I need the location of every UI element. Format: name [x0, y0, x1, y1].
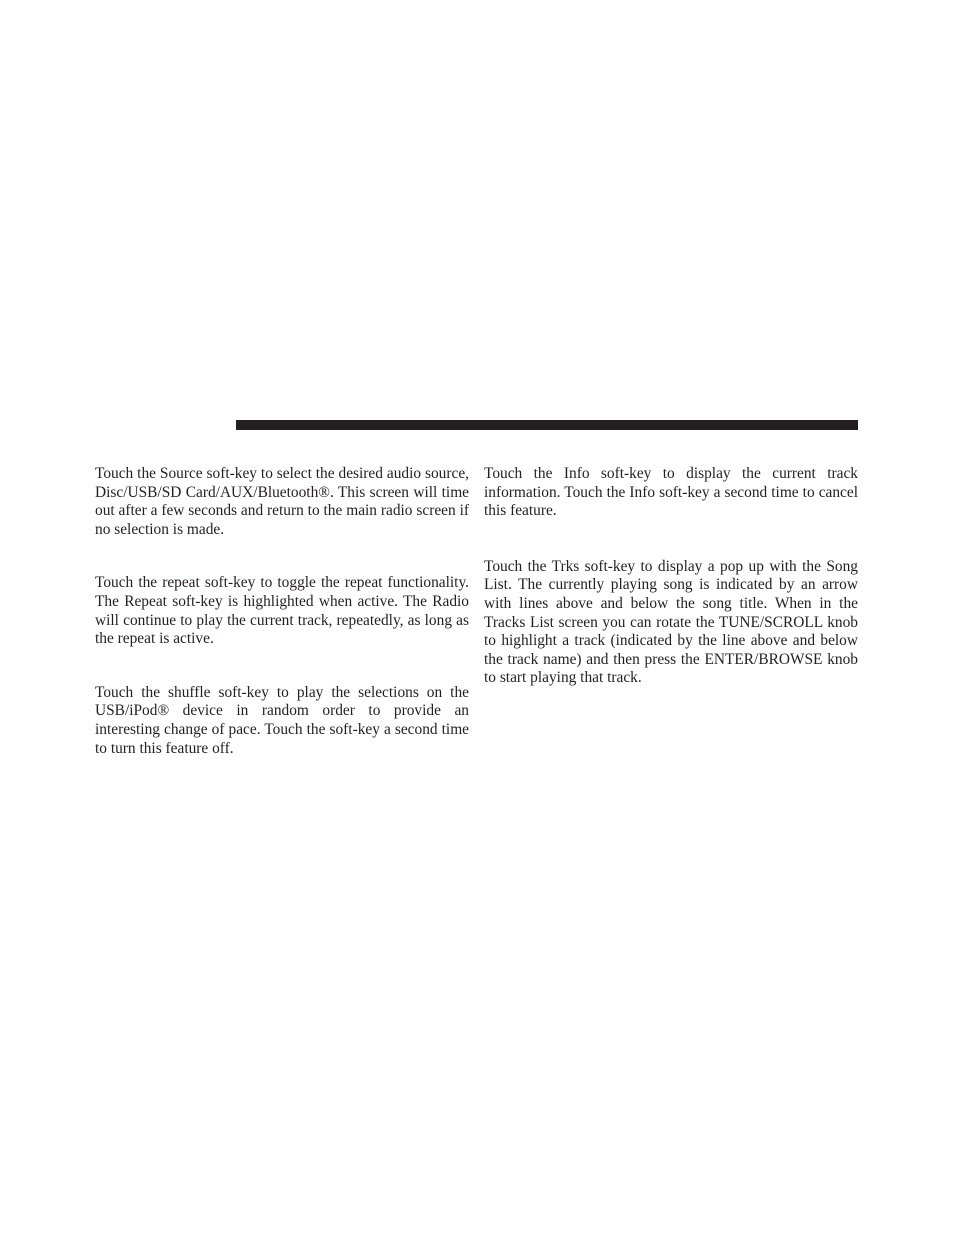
header-rule	[236, 420, 858, 430]
right-column	[484, 465, 858, 688]
section-gap	[95, 649, 469, 684]
section-gap	[484, 521, 858, 558]
source-softkey-paragraph: Touch the Source soft-key to select the desired audio source, Disc/USB/SD Card/AUX/Bluetooth®. This screen will time out after a few seconds and return to the main radio screen if no selection is made.	[95, 465, 469, 538]
info-softkey-paragraph: Touch the Info soft-key to display the current track information. Touch the Info soft-key a second time to cancel this feature.	[484, 465, 858, 520]
trks-softkey-paragraph: Touch the Trks soft-key to display a pop up with the Song List. The currently playing song is indicated by an arrow with lines above and below the song title. When in the Tracks List screen you can rotate the TUNE/SCROLL knob to highlight a track (indicated by the line above and below the track name) and then press the ENTER/BROWSE knob to start playing that track.	[484, 557, 858, 687]
left-column	[95, 465, 469, 758]
repeat-softkey-paragraph: Touch the repeat soft-key to toggle the repeat functionality. The Repeat soft-key is highlighted when active. The Radio will continue to play the current track, repeatedly, as long as the repeat is active.	[95, 574, 469, 648]
shuffle-softkey-paragraph: Touch the shuffle soft-key to play the selections on the USB/iPod® device in random order to provide an interesting change of pace. Touch the soft-key a second time to turn this feature off.	[95, 683, 469, 757]
section-gap	[95, 539, 469, 574]
